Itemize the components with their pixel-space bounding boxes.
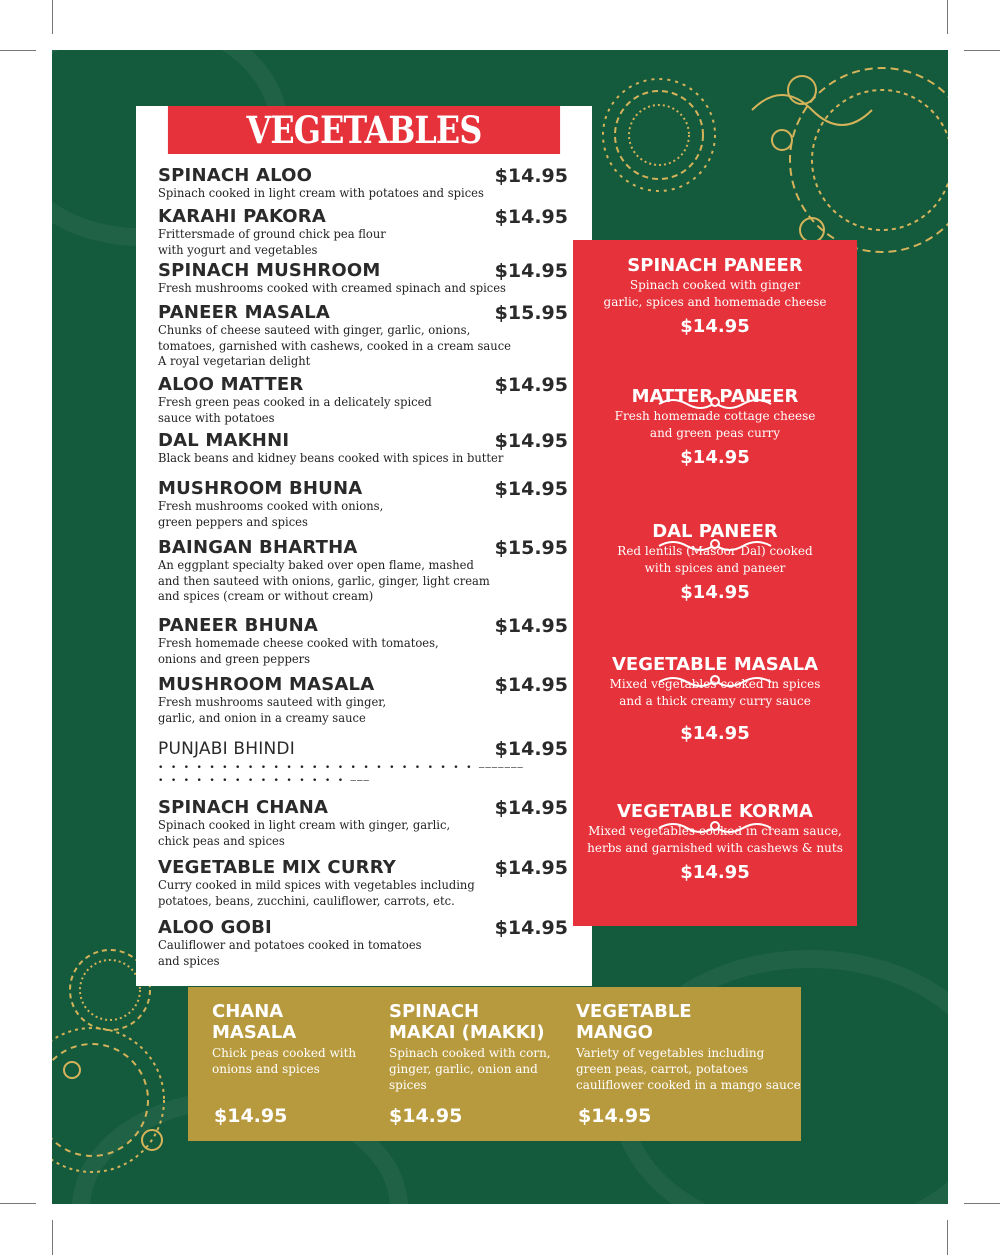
item-description: Fresh mushrooms cooked with creamed spinach and spices bbox=[158, 281, 506, 295]
menu-item bbox=[158, 798, 568, 849]
menu-item bbox=[158, 303, 568, 370]
item-price: $14.95 bbox=[494, 857, 568, 879]
item-name: BAINGAN BHARTHA bbox=[158, 537, 358, 558]
featured-description: Chick peas cooked with onions and spices bbox=[212, 1046, 357, 1076]
featured-price: $14.95 bbox=[214, 1105, 288, 1127]
featured-item bbox=[389, 1001, 551, 1093]
menu-item bbox=[158, 166, 568, 202]
special-description: Mixed vegetables cooked in cream sauce, herbs and garnished with cashews & nuts bbox=[587, 824, 843, 855]
item-description: Frittersmade of ground chick pea flour with yogurt and vegetables bbox=[158, 227, 386, 257]
item-name: PUNJABI BHINDI bbox=[158, 739, 295, 759]
item-price: $14.95 bbox=[494, 165, 568, 187]
menu-item bbox=[158, 431, 568, 467]
item-name: DAL MAKHNI bbox=[158, 430, 290, 451]
crop-mark bbox=[52, 0, 53, 34]
menu-item bbox=[158, 207, 568, 258]
crop-mark bbox=[947, 0, 948, 34]
special-name: DAL PANEER bbox=[652, 521, 778, 542]
item-price: $14.95 bbox=[494, 615, 568, 637]
special-item bbox=[573, 386, 857, 469]
special-item bbox=[573, 801, 857, 884]
special-name: VEGETABLE MASALA bbox=[612, 654, 818, 675]
crop-mark bbox=[0, 1203, 36, 1204]
featured-name: VEGETABLE MANGO bbox=[576, 1001, 692, 1043]
item-name: SPINACH MUSHROOM bbox=[158, 260, 381, 281]
special-name: VEGETABLE KORMA bbox=[616, 801, 813, 822]
featured-price: $14.95 bbox=[578, 1105, 652, 1127]
menu-item bbox=[158, 739, 568, 788]
item-price: $14.95 bbox=[494, 206, 568, 228]
item-price: $14.95 bbox=[494, 674, 568, 696]
special-price: $14.95 bbox=[680, 723, 750, 744]
item-price: $15.95 bbox=[494, 302, 568, 324]
item-description: Spinach cooked in light cream with ginger, garlic, chick peas and spices bbox=[158, 818, 451, 848]
item-price: $14.95 bbox=[494, 374, 568, 396]
item-description: An eggplant specialty baked over open flame, mashed and then sauteed with onions, garlic, ginger, light cream and spices (cream or without cream) bbox=[158, 558, 490, 603]
special-item bbox=[573, 255, 857, 338]
featured-panel bbox=[188, 987, 801, 1141]
item-name: PANEER BHUNA bbox=[158, 615, 319, 636]
item-name: ALOO GOBI bbox=[158, 917, 272, 938]
item-description: Cauliflower and potatoes cooked in tomatoes and spices bbox=[158, 938, 422, 968]
special-description: Spinach cooked with ginger garlic, spices and homemade cheese bbox=[603, 278, 827, 309]
menu-item bbox=[158, 261, 568, 297]
menu-item bbox=[158, 616, 568, 667]
menu-item bbox=[158, 675, 568, 726]
menu-item bbox=[158, 479, 568, 530]
special-item bbox=[573, 654, 857, 745]
featured-price: $14.95 bbox=[389, 1105, 463, 1127]
special-name: SPINACH PANEER bbox=[627, 255, 803, 276]
item-name: MUSHROOM MASALA bbox=[158, 674, 375, 695]
crop-mark bbox=[964, 50, 1000, 51]
item-name: VEGETABLE MIX CURRY bbox=[158, 857, 397, 878]
featured-description: Spinach cooked with corn, ginger, garlic, onion and spices bbox=[389, 1046, 551, 1092]
item-description: Fresh homemade cheese cooked with tomatoes, onions and green peppers bbox=[158, 636, 439, 666]
special-description: Red lentils (Masoor Dal) cooked with spices and paneer bbox=[617, 544, 813, 575]
menu-item bbox=[158, 858, 568, 909]
item-description: Fresh mushrooms sauteed with ginger, garlic, and onion in a creamy sauce bbox=[158, 695, 387, 725]
item-price: $14.95 bbox=[494, 738, 568, 760]
menu-item bbox=[158, 918, 568, 969]
special-name: MATTER PANEER bbox=[631, 386, 799, 407]
item-description: Curry cooked in mild spices with vegetables including potatoes, beans, zucchini, cauliflower, carrots, etc. bbox=[158, 878, 475, 908]
item-name: SPINACH ALOO bbox=[158, 165, 313, 186]
special-description: Fresh homemade cottage cheese and green peas curry bbox=[614, 409, 816, 440]
special-price: $14.95 bbox=[680, 582, 750, 603]
item-description: Black beans and kidney beans cooked with spices in butter bbox=[158, 451, 504, 465]
item-description: Spinach cooked in light cream with potatoes and spices bbox=[158, 186, 484, 200]
menu-item bbox=[158, 375, 568, 426]
special-item bbox=[573, 521, 857, 604]
crop-mark bbox=[0, 50, 36, 51]
item-description: Fresh mushrooms cooked with onions, green peppers and spices bbox=[158, 499, 384, 529]
item-name: ALOO MATTER bbox=[158, 374, 304, 395]
crop-mark bbox=[947, 1220, 948, 1255]
placeholder-dots: • • • • • • • • • • • • • • • • • • • • • • • • • ——————— • • • • • • • • • • • • • • • ——— bbox=[158, 763, 524, 786]
crop-mark bbox=[52, 1220, 53, 1255]
item-price: $14.95 bbox=[494, 430, 568, 452]
special-price: $14.95 bbox=[680, 862, 750, 883]
item-description: Fresh green peas cooked in a delicately spiced sauce with potatoes bbox=[158, 395, 432, 425]
item-price: $15.95 bbox=[494, 537, 568, 559]
special-price: $14.95 bbox=[680, 447, 750, 468]
crop-mark bbox=[964, 1203, 1000, 1204]
featured-item bbox=[212, 1001, 356, 1077]
special-price: $14.95 bbox=[680, 316, 750, 337]
item-price: $14.95 bbox=[494, 797, 568, 819]
section-title: VEGETABLES bbox=[168, 106, 560, 154]
featured-item bbox=[576, 1001, 801, 1093]
featured-description: Variety of vegetables including green peas, carrot, potatoes cauliflower cooked in a mango sauce bbox=[576, 1046, 801, 1092]
featured-name: SPINACH MAKAI (MAKKI) bbox=[389, 1001, 545, 1043]
vegetables-menu-panel bbox=[136, 106, 592, 986]
specials-panel bbox=[573, 240, 857, 926]
item-name: PANEER MASALA bbox=[158, 302, 330, 323]
special-description: Mixed vegetables cooked in spices and a thick creamy curry sauce bbox=[609, 677, 821, 708]
item-name: MUSHROOM BHUNA bbox=[158, 478, 363, 499]
item-name: SPINACH CHANA bbox=[158, 797, 329, 818]
item-name: KARAHI PAKORA bbox=[158, 206, 327, 227]
menu-item bbox=[158, 538, 568, 605]
item-price: $14.95 bbox=[494, 917, 568, 939]
item-price: $14.95 bbox=[494, 478, 568, 500]
mandala-ornament-icon bbox=[594, 70, 724, 200]
item-price: $14.95 bbox=[494, 260, 568, 282]
item-description: Chunks of cheese sauteed with ginger, garlic, onions, tomatoes, garnished with cashews, cooked in a cream sauce A royal vegetarian delight bbox=[158, 323, 511, 368]
featured-name: CHANA MASALA bbox=[212, 1001, 297, 1043]
menu-page bbox=[52, 50, 948, 1204]
